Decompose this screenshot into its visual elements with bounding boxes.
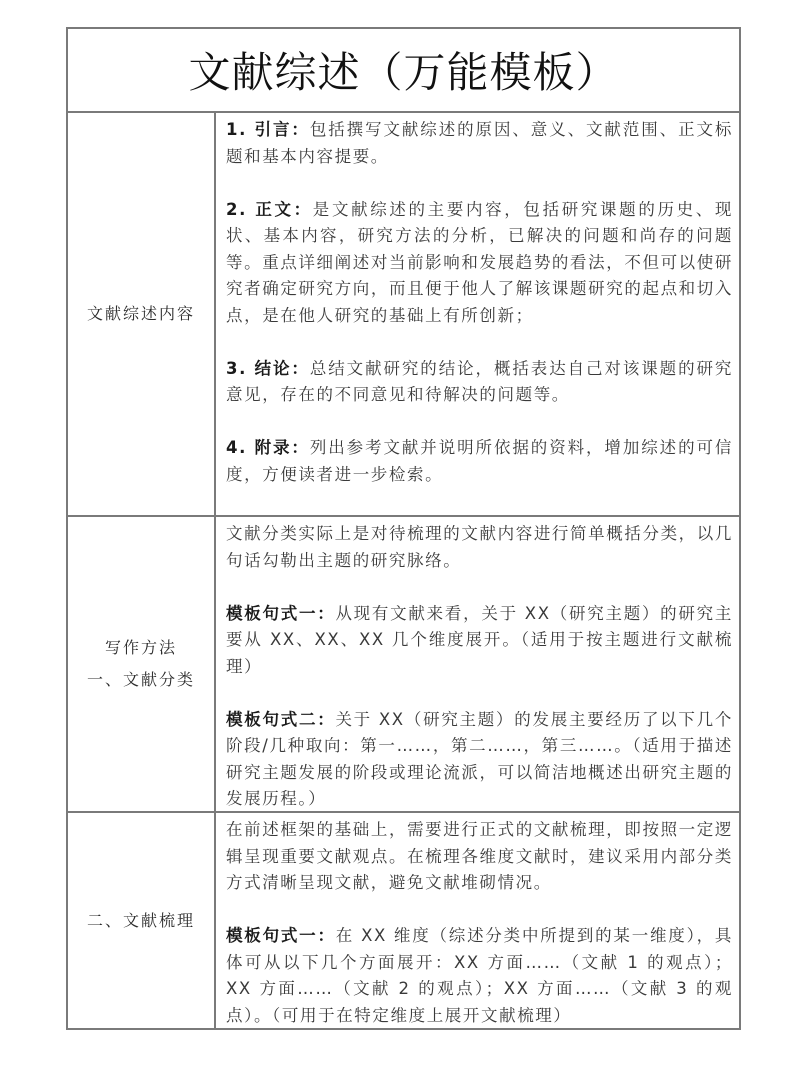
paragraph-text: 总结文献研究的结论，概括表达自己对该课题的研究意见，存在的不同意见和待解决的问题等。 <box>226 358 733 404</box>
row-content-literature-review <box>216 813 739 1028</box>
paragraph-review-template-one <box>226 923 733 1029</box>
paragraph-lead: 3. 结论： <box>226 358 310 378</box>
paragraph-lead: 模板句式一： <box>226 603 336 623</box>
paragraph-classification-intro <box>226 521 733 574</box>
paragraph-text: 文献分类实际上是对待梳理的文献内容进行简单概括分类，以几句话勾勒出主题的研究脉络。 <box>226 524 733 570</box>
paragraph-text: 从现有文献来看，关于 XX（研究主题）的研究主要从 XX、XX、XX 几个维度展开。（适用于按主题进行文献梳理） <box>226 603 733 676</box>
paragraph-review-intro <box>226 817 733 897</box>
paragraph-lead: 模板句式二： <box>226 709 336 729</box>
row-label-text: 二、文献梳理 <box>86 910 195 930</box>
row-label-text: 文献综述内容 <box>86 304 195 323</box>
title-row <box>68 29 739 113</box>
paragraph-appendix <box>226 435 733 488</box>
table-row-literature-review <box>68 813 739 1028</box>
paragraph-introduction <box>226 117 733 170</box>
table-row-literature-classification <box>68 517 739 813</box>
row-label-literature-review <box>68 813 216 1028</box>
paragraph-text: 在 XX 维度（综述分类中所提到的某一维度），具体可从以下几个方面展开：XX 方面……（文献 1 的观点）；XX 方面……（文献 2 的观点）；XX 方面……（文献 3 的观点）。（可用于在特定维度上展开文献梳理） <box>226 926 733 1025</box>
paragraph-lead: 模板句式一： <box>226 926 336 945</box>
paragraph-text: 在前述框架的基础上，需要进行正式的文献梳理，即按照一定逻辑呈现重要文献观点。在梳理各维度文献时，建议采用内部分类方式清晰呈现文献，避免文献堆砌情况。 <box>226 820 733 892</box>
row-content-review-content <box>216 113 739 515</box>
paragraph-template-two <box>226 707 733 813</box>
paragraph-text: 关于 XX（研究主题）的发展主要经历了以下几个阶段/几种取向：第一……，第二……，第三……。（适用于描述研究主题发展的阶段或理论流派，可以简洁地概述出研究主题的发展历程。） <box>226 709 733 808</box>
paragraph-lead: 4. 附录： <box>226 438 310 457</box>
paragraph-conclusion <box>226 356 733 409</box>
row-label-text: 一、文献分类 <box>86 670 195 689</box>
paragraph-text: 包括撰写文献综述的原因、意义、文献范围、正文标题和基本内容提要。 <box>226 120 733 166</box>
document-title: 文献综述（万能模板） <box>188 48 619 97</box>
paragraph-template-one <box>226 601 733 681</box>
literature-review-template-table <box>66 27 741 1030</box>
row-label-literature-classification <box>68 517 216 811</box>
paragraph-lead: 1. 引言： <box>226 120 310 139</box>
paragraph-lead: 2. 正文： <box>226 199 313 219</box>
paragraph-text: 列出参考文献并说明所依据的资料，增加综述的可信度，方便读者进一步检索。 <box>226 438 733 484</box>
row-label-review-content <box>68 113 216 515</box>
paragraph-main-body <box>226 197 733 330</box>
table-row-review-content <box>68 113 739 517</box>
row-label-text: 写作方法 <box>104 638 177 657</box>
row-content-literature-classification <box>216 517 739 811</box>
paragraph-text: 是文献综述的主要内容，包括研究课题的历史、现状、基本内容，研究方法的分析，已解决的问题和尚存的问题等。重点详细阐述对当前影响和发展趋势的看法，不但可以使研究者确定研究方向，而且便于他人了解该课题研究的起点和切入点，是在他人研究的基础上有所创新； <box>226 199 734 325</box>
